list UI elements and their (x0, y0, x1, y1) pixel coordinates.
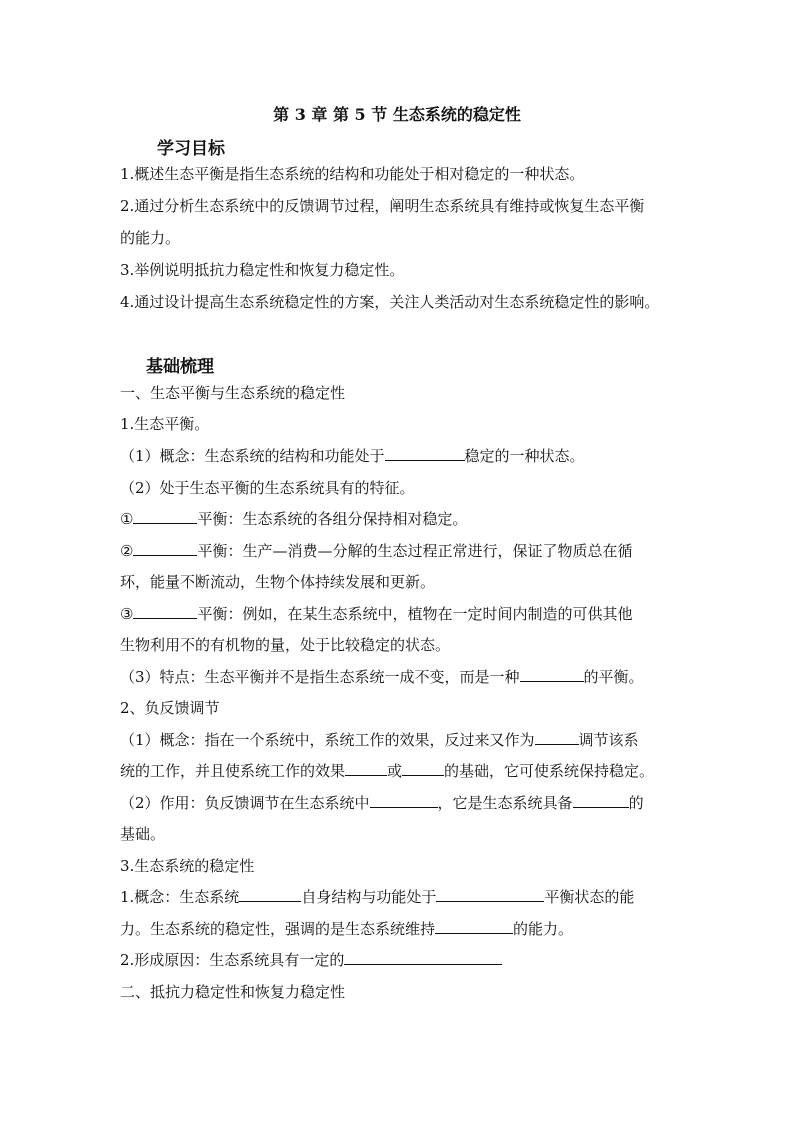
fill-blank[interactable] (436, 887, 544, 902)
stability-cause-line (120, 950, 502, 970)
stability-text-a: 1.概念：生态系统 (120, 888, 240, 906)
part-1-heading: 一、生态平衡与生态系统的稳定性 (120, 384, 346, 402)
objective-3: 3.举例说明抵抗力稳定性和恢复力稳定性。 (120, 261, 405, 279)
stability-text-d: 力。生态系统的稳定性，强调的是生态系统维持 (120, 920, 436, 938)
feature-3-continued: 生物利用不的有机物的量，处于比较稳定的状态。 (120, 636, 451, 654)
feature-2-continued: 环，能量不断流动，生物个体持续发展和更新。 (120, 573, 436, 591)
trait-text-b: 的平衡。 (583, 668, 644, 686)
nf-role-text-c: 的 (628, 794, 644, 812)
fill-blank[interactable] (520, 667, 584, 682)
fill-blank[interactable] (133, 509, 197, 524)
objective-2-continued: 的能力。 (120, 229, 181, 247)
nf-role-continued: 基础。 (120, 825, 166, 843)
nf-concept-text-c: 统的工作，并且使系统工作的效果 (120, 762, 346, 780)
nf-concept-line (120, 730, 639, 750)
concept-text-a: （1）概念：生态系统的结构和功能处于 (120, 447, 385, 465)
nf-role-line (120, 793, 644, 813)
stability-text-e: 的能力。 (513, 920, 574, 938)
feature-3-line (120, 604, 632, 624)
features-line: （2）处于生态平衡的生态系统具有的特征。 (120, 479, 415, 497)
fill-blank[interactable] (239, 887, 301, 902)
part-2-heading: 二、抵抗力稳定性和恢复力稳定性 (120, 983, 346, 1001)
fill-blank[interactable] (345, 761, 387, 776)
nf-concept-text-e: 的基础，它可使系统保持稳定。 (444, 762, 655, 780)
objective-1: 1.概述生态平衡是指生态系统的结构和功能处于相对稳定的一种状态。 (120, 165, 585, 183)
objectives-heading: 学习目标 (157, 139, 225, 159)
trait-text-a: （3）特点：生态平衡并不是指生态系统一成不变，而是一种 (120, 668, 520, 686)
circled-number-3: ③ (120, 605, 134, 623)
stability-cause-text: 2.形成原因：生态系统具有一定的 (120, 951, 345, 969)
fill-blank[interactable] (385, 446, 465, 461)
point-3-heading: 3.生态系统的稳定性 (120, 857, 255, 875)
nf-concept-text-b: 调节该系 (578, 731, 639, 749)
page-title: 第 3 章 第 5 节 生态系统的稳定性 (273, 105, 521, 124)
stability-text-c: 平衡状态的能 (544, 888, 635, 906)
stability-concept-continued (120, 919, 573, 939)
feature-1-text: 平衡：生态系统的各组分保持相对稳定。 (197, 510, 468, 528)
nf-concept-text-d: 或 (387, 762, 403, 780)
fill-blank[interactable] (573, 793, 629, 808)
point-2-heading: 2、负反馈调节 (120, 699, 220, 717)
nf-concept-continued (120, 761, 654, 781)
feature-3-text: 平衡：例如，在某生态系统中，植物在一定时间内制造的可供其他 (197, 605, 633, 623)
concept-text-b: 稳定的一种状态。 (464, 447, 585, 465)
nf-concept-text-a: （1）概念：指在一个系统中，系统工作的效果，反过来又作为 (120, 731, 535, 749)
objective-4: 4.通过设计提高生态系统稳定性的方案，关注人类活动对生态系统稳定性的影响。 (120, 293, 660, 311)
fill-blank[interactable] (435, 919, 513, 934)
feature-1-line (120, 509, 467, 529)
trait-line (120, 667, 644, 687)
feature-2-line (120, 541, 632, 561)
stability-concept-line (120, 887, 634, 907)
fill-blank[interactable] (535, 730, 579, 745)
stability-text-b: 自身结构与功能处于 (301, 888, 437, 906)
circled-number-2: ② (120, 542, 134, 560)
objective-2: 2.通过分析生态系统中的反馈调节过程，阐明生态系统具有维持或恢复生态平衡 (120, 197, 645, 215)
fill-blank[interactable] (344, 950, 502, 965)
fill-blank[interactable] (133, 541, 197, 556)
fill-blank[interactable] (370, 793, 438, 808)
nf-role-text-a: （2）作用：负反馈调节在生态系统中 (120, 794, 370, 812)
nf-role-text-b: ，它是生态系统具备 (437, 794, 573, 812)
circled-number-1: ① (120, 510, 134, 528)
basics-heading: 基础梳理 (146, 357, 214, 377)
feature-2-text: 平衡：生产—消费—分解的生态过程正常进行，保证了物质总在循 (197, 542, 633, 560)
fill-blank[interactable] (133, 604, 197, 619)
point-1-heading: 1.生态平衡。 (120, 415, 210, 433)
concept-line (120, 446, 585, 466)
fill-blank[interactable] (402, 761, 444, 776)
